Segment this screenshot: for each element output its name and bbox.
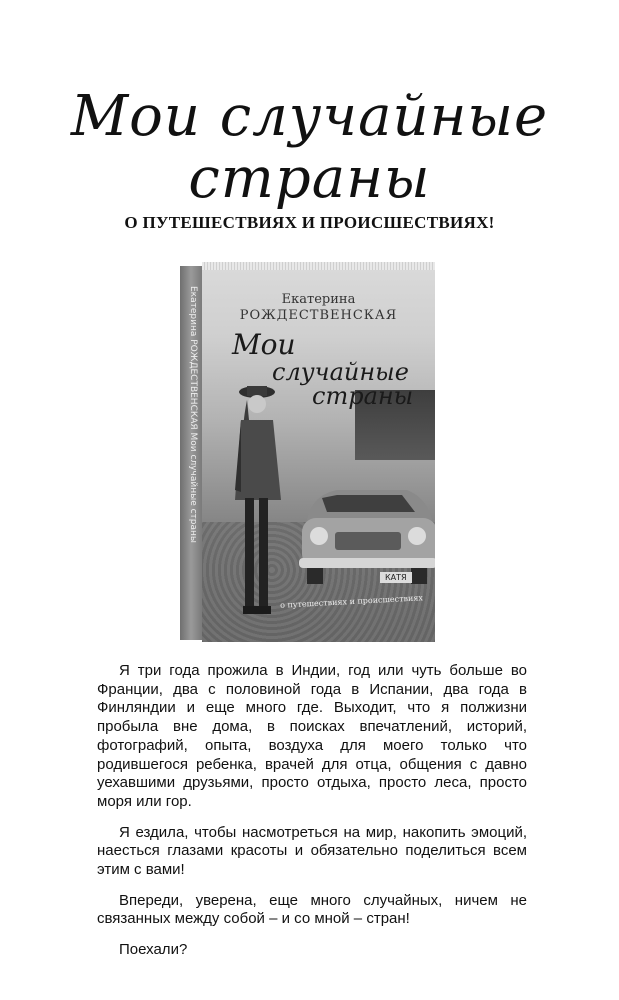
spine-text: Екатерина РОЖДЕСТВЕНСКАЯ Мои случайные страны <box>188 286 198 544</box>
paragraph-1: Я три года прожила в Индии, год или чуть больше во Франции, два с половиной года в Испании, два года в Финляндии и еще много где. Выходит, что я полжизни пробыла вне дома, в поисках впечатлений, историй, фотографий, опыта, воздуха для моего только что родившегося ребенка, врачей для отца, общения с давно уехавшими друзьями, просто отдыха, просто леса, просто моря или гор. <box>97 662 527 810</box>
retro-car-illustration <box>297 450 435 590</box>
paragraph-4: Поехали? <box>119 941 188 959</box>
book-cover-image <box>180 262 435 642</box>
cover-title-word-2: случайные <box>272 358 409 386</box>
car-plate: КАТЯ <box>380 572 412 583</box>
paragraph-3: Впереди, уверена, еще много случайных, ничем не связанных между собой – и со мной – стран! <box>97 891 527 928</box>
cover-author-first: Екатерина <box>281 292 356 307</box>
woman-figure-illustration <box>227 380 285 630</box>
title-line-1: Мои случайные <box>70 84 549 149</box>
book-front <box>202 270 435 642</box>
description-text <box>97 662 527 972</box>
paragraph-2: Я ездила, чтобы насмотреться на мир, накопить эмоций, наесться глазами красоты и обязательно поделиться всем этим с вами! <box>97 823 527 879</box>
book-pages <box>202 262 435 270</box>
cover-title-word-3: страны <box>312 382 414 410</box>
cover-title-word-1: Мои <box>232 328 296 361</box>
cover-tagline: о путешествиях и происшествиях <box>279 593 424 610</box>
subtitle: О ПУТЕШЕСТВИЯХ И ПРОИСШЕСТВИЯХ! <box>124 213 495 232</box>
book-spine <box>180 266 202 640</box>
title-line-2: страны <box>188 146 431 211</box>
cover-author-last: РОЖДЕСТВЕНСКАЯ <box>239 308 398 323</box>
